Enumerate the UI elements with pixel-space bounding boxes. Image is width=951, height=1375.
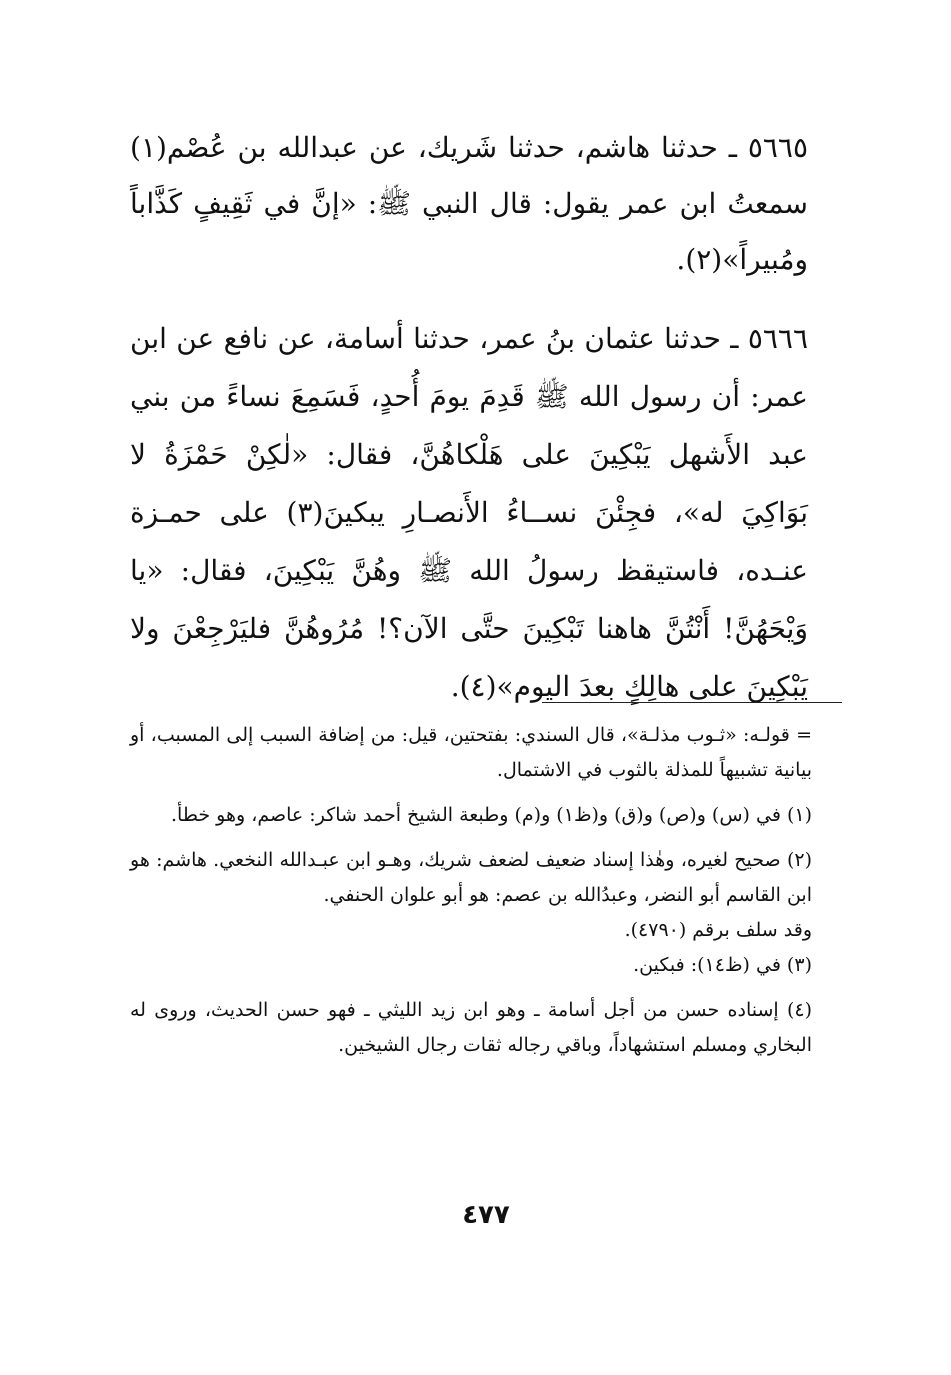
footnote-3: (٣) في (ظ١٤): فبكين. bbox=[633, 954, 812, 976]
footnotes bbox=[130, 718, 842, 1073]
footnote-continuation: = قولـه: «ثـوب مذلـة»، قال السندي: بفتحتين، قيل: من إضافة السبب إلى المسبب، أو بيانية تشبيهاً للمذلة بالثوب في الاشتمال. bbox=[130, 724, 812, 781]
hadith-5666: ٥٦٦٦ ـ حدثنا عثمان بنُ عمر، حدثنا أسامة، عن نافع عن ابن عمر: أن رسول الله ﷺ قَدِمَ يومَ أُحدٍ، فَسَمِعَ نساءً من بني عبد الأَشهل يَبْكِينَ على هَلْكاهُنَّ، فقال: «لٰكِنْ حَمْزَةُ لا بَوَاكِيَ له»، فجِئْنَ نســاءُ الأَنصـارِ يبكينَ(٣) على حمـزة عنـده، فاستيقظ رسولُ الله ﷺ وهُنَّ يَبْكِينَ، فقال: «يا وَيْحَهُنَّ! أَنْتُنَّ هاهنا تَبْكِينَ حتَّى الآن؟! مُرُوهُنَّ فليَرْجِعْنَ ولا يَبْكِينَ على هالِكٍ بعدَ اليوم»(٤). bbox=[130, 322, 808, 703]
footnote-4: (٤) إسناده حسن من أجل أسامة ـ وهو ابن زيد الليثي ـ فهو حسن الحديث، وروى له البخاري ومسلم استشهاداً، وباقي رجاله ثقات رجال الشيخين. bbox=[130, 999, 812, 1056]
page-body bbox=[130, 120, 842, 1270]
page-number: ٤٧٧ bbox=[462, 1200, 510, 1230]
hadith-5665: ٥٦٦٥ ـ حدثنا هاشم، حدثنا شَريك، عن عبدالله بن عُصْم(١) سمعتُ ابن عمر يقول: قال النبي ﷺ: «إنَّ في ثَقِيفٍ كَذَّاباً ومُبيراً»(٢). bbox=[130, 131, 808, 276]
footnote-divider bbox=[542, 702, 842, 703]
footnote-2: (٢) صحيح لغيره، وهٰذا إسناد ضعيف لضعف شريك، وهـو ابن عبـدالله النخعي. هاشم: هو ابن القاسم أبو النضر، وعبدُالله بن عصم: هو أبو علوان الحنفي. bbox=[130, 849, 812, 906]
footnote-1: (١) في (س) و(ص) و(ق) و(ظ١) و(م) وطبعة الشيخ أحمد شاكر: عاصم، وهو خطأ. bbox=[170, 804, 812, 826]
footnote-2-ref: وقد سلف برقم (٤٧٩٠). bbox=[624, 919, 812, 941]
